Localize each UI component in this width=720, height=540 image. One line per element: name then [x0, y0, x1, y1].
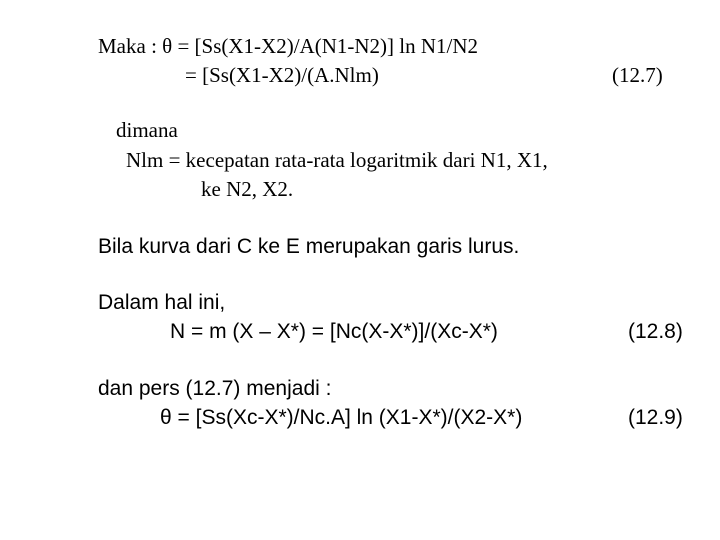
equation-12-8: N = m (X – X*) = [Nc(X-X*)]/(Xc-X*)	[170, 320, 498, 343]
straight-line-statement: Bila kurva dari C ke E merupakan garis lurus.	[98, 235, 520, 258]
equation-line-continued: = [Ss(X1-X2)/(A.Nlm)	[185, 63, 379, 87]
nlm-definition: Nlm = kecepatan rata-rata logaritmik dari N1, X1,	[126, 148, 548, 172]
nlm-definition-continued: ke N2, X2.	[201, 177, 294, 201]
equation-line-maka: Maka : θ = [Ss(X1-X2)/A(N1-N2)] ln N1/N2	[98, 34, 479, 58]
equation-number-12-8: (12.8)	[628, 320, 683, 343]
equation-12-9: θ = [Ss(Xc-X*)/Nc.A] ln (X1-X*)/(X2-X*)	[160, 406, 523, 429]
dalam-hal-ini-label: Dalam hal ini,	[98, 291, 226, 314]
dimana-label: dimana	[116, 118, 178, 142]
equation-number-12-9: (12.9)	[628, 406, 683, 429]
pers-intro-label: dan pers (12.7) menjadi :	[98, 377, 332, 400]
equation-number-12-7: (12.7)	[612, 63, 663, 87]
